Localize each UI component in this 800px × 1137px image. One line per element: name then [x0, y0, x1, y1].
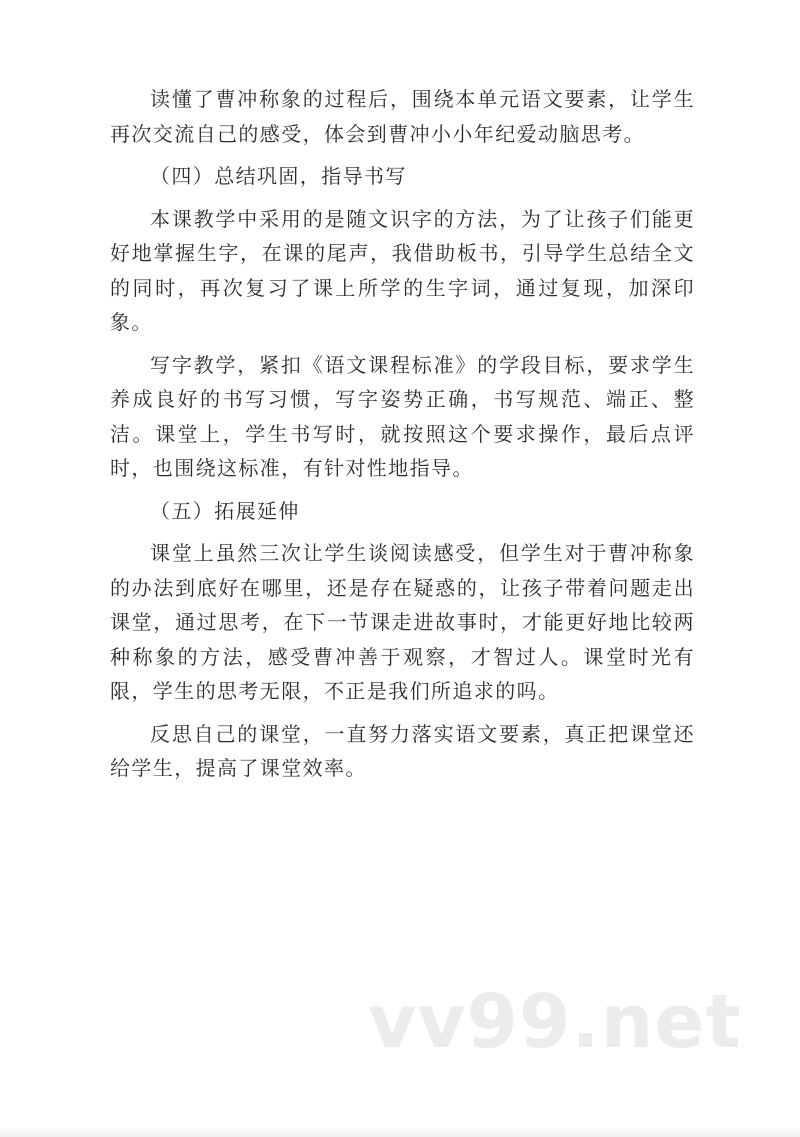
- paragraph-reading-reflection: 读懂了曹冲称象的过程后，围绕本单元语文要素，让学生再次交流自己的感受，体会到曹冲小小年纪爱动脑思考。: [110, 87, 695, 146]
- paragraph-conclusion: 反思自己的课堂，一直努力落实语文要素，真正把课堂还给学生，提高了课堂效率。: [110, 721, 695, 780]
- section-heading-summary-writing: （四）总结巩固，指导书写: [150, 164, 407, 188]
- watermark-text: vv99.net: [368, 979, 742, 1065]
- paragraph-extension-detail: 课堂上虽然三次让学生谈阅读感受，但学生对于曹冲称象的办法到底好在哪里，还是存在疑惑的，让孩子带着问题走出课堂，通过思考，在下一节课走进故事时，才能更好地比较两种称象的方法，感受曹冲善于观察，才智过人。课堂时光有限，学生的思考无限，不正是我们所追求的吗。: [110, 541, 695, 703]
- paragraph-writing-teaching: 写字教学，紧扣《语文课程标准》的学段目标，要求学生养成良好的书写习惯，写字姿势正确，书写规范、端正、整洁。课堂上，学生书写时，就按照这个要求操作，最后点评时，也围绕这标准，有针对性地指导。: [110, 352, 695, 480]
- section-heading-extension: （五）拓展延伸: [150, 498, 300, 523]
- page-bottom-edge: [0, 1127, 800, 1137]
- document-body: [110, 82, 695, 786]
- paragraph-literacy-method: 本课教学中采用的是随文识字的方法，为了让孩子们能更好地掌握生字，在课的尾声，我借助板书，引导学生总结全文的同时，再次复习了课上所学的生字词，通过复现，加深印象。: [110, 206, 695, 334]
